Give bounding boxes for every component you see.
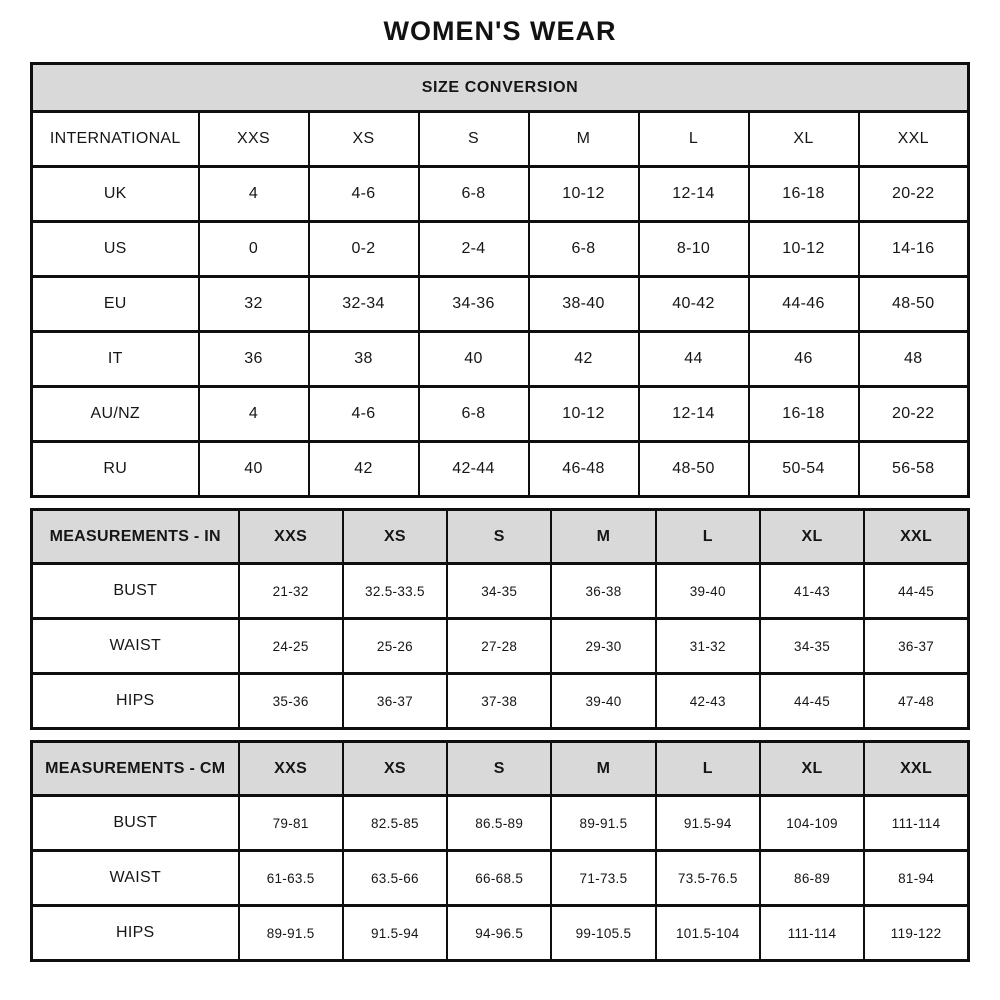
measurements-in-cell: 36-38 <box>551 564 655 619</box>
measurements-in-row-label: HIPS <box>32 674 239 729</box>
measurements-in-cell: 35-36 <box>239 674 343 729</box>
measurements-cm-row-label: WAIST <box>32 851 239 906</box>
size-conversion-cell: 40-42 <box>639 277 749 332</box>
size-conversion-cell: 48 <box>859 332 969 387</box>
measurements-in-column-header: XL <box>760 510 864 564</box>
measurements-in-column-header: XXS <box>239 510 343 564</box>
measurements-in-cell: 39-40 <box>551 674 655 729</box>
measurements-cm-cell: 86-89 <box>760 851 864 906</box>
size-conversion-table <box>30 62 970 498</box>
measurements-cm-column-header: XXS <box>239 742 343 796</box>
size-conversion-row-label: RU <box>32 442 199 497</box>
measurements-in-column-header: S <box>447 510 551 564</box>
measurements-cm-cell: 86.5-89 <box>447 796 551 851</box>
measurements-cm-cell: 66-68.5 <box>447 851 551 906</box>
size-conversion-cell: 6-8 <box>419 167 529 222</box>
measurements-cm-row-label: HIPS <box>32 906 239 961</box>
size-conversion-cell: 20-22 <box>859 167 969 222</box>
measurements-cm-cell: 119-122 <box>864 906 968 961</box>
measurements-in-row <box>32 619 969 674</box>
measurements-cm-cell: 104-109 <box>760 796 864 851</box>
measurements-in-cell: 25-26 <box>343 619 447 674</box>
measurements-in-column-header: L <box>656 510 760 564</box>
measurements-cm-column-header: S <box>447 742 551 796</box>
size-conversion-cell: 32 <box>199 277 309 332</box>
size-conversion-row-label: INTERNATIONAL <box>32 112 199 167</box>
measurements-cm-body <box>32 796 969 961</box>
measurements-in-table <box>30 508 970 730</box>
size-conversion-cell: 42 <box>529 332 639 387</box>
size-conversion-row <box>32 387 969 442</box>
measurements-in-header-row <box>32 510 969 564</box>
size-conversion-cell: L <box>639 112 749 167</box>
measurements-cm-row <box>32 796 969 851</box>
size-conversion-cell: 2-4 <box>419 222 529 277</box>
measurements-in-cell: 34-35 <box>447 564 551 619</box>
measurements-cm-cell: 101.5-104 <box>656 906 760 961</box>
size-conversion-cell: 16-18 <box>749 387 859 442</box>
measurements-cm-cell: 89-91.5 <box>239 906 343 961</box>
size-conversion-cell: 42-44 <box>419 442 529 497</box>
measurements-cm-cell: 71-73.5 <box>551 851 655 906</box>
size-conversion-cell: 36 <box>199 332 309 387</box>
size-conversion-cell: XXL <box>859 112 969 167</box>
size-conversion-cell: 44-46 <box>749 277 859 332</box>
size-conversion-row-label: US <box>32 222 199 277</box>
measurements-cm-row <box>32 906 969 961</box>
measurements-in-cell: 36-37 <box>343 674 447 729</box>
measurements-cm-header-label: MEASUREMENTS - CM <box>32 742 239 796</box>
measurements-in-cell: 44-45 <box>864 564 968 619</box>
size-conversion-row-label: EU <box>32 277 199 332</box>
size-conversion-cell: 40 <box>419 332 529 387</box>
measurements-in-row <box>32 674 969 729</box>
size-conversion-row-label: UK <box>32 167 199 222</box>
measurements-in-cell: 41-43 <box>760 564 864 619</box>
size-conversion-cell: 8-10 <box>639 222 749 277</box>
size-conversion-cell: 46-48 <box>529 442 639 497</box>
measurements-cm-cell: 91.5-94 <box>343 906 447 961</box>
size-conversion-cell: 10-12 <box>749 222 859 277</box>
measurements-cm-cell: 81-94 <box>864 851 968 906</box>
size-conversion-header: SIZE CONVERSION <box>32 64 969 112</box>
measurements-cm-cell: 79-81 <box>239 796 343 851</box>
size-conversion-row-label: AU/NZ <box>32 387 199 442</box>
size-conversion-cell: 50-54 <box>749 442 859 497</box>
measurements-in-cell: 31-32 <box>656 619 760 674</box>
measurements-cm-cell: 111-114 <box>760 906 864 961</box>
size-conversion-cell: 32-34 <box>309 277 419 332</box>
size-conversion-cell: 40 <box>199 442 309 497</box>
size-conversion-cell: 20-22 <box>859 387 969 442</box>
measurements-in-cell: 37-38 <box>447 674 551 729</box>
measurements-in-cell: 39-40 <box>656 564 760 619</box>
size-conversion-cell: 12-14 <box>639 387 749 442</box>
size-conversion-cell: 38-40 <box>529 277 639 332</box>
size-conversion-body <box>32 112 969 497</box>
size-conversion-row <box>32 277 969 332</box>
size-conversion-row-label: IT <box>32 332 199 387</box>
measurements-in-cell: 24-25 <box>239 619 343 674</box>
measurements-cm-row <box>32 851 969 906</box>
size-conversion-cell: 14-16 <box>859 222 969 277</box>
size-conversion-cell: 44 <box>639 332 749 387</box>
size-conversion-row <box>32 222 969 277</box>
measurements-in-cell: 21-32 <box>239 564 343 619</box>
measurements-cm-column-header: XL <box>760 742 864 796</box>
measurements-cm-table <box>30 740 970 962</box>
size-conversion-cell: 48-50 <box>859 277 969 332</box>
measurements-in-column-header: XXL <box>864 510 968 564</box>
measurements-cm-cell: 111-114 <box>864 796 968 851</box>
size-conversion-header-row <box>32 64 969 112</box>
measurements-in-cell: 27-28 <box>447 619 551 674</box>
size-conversion-cell: XS <box>309 112 419 167</box>
size-conversion-cell: XL <box>749 112 859 167</box>
measurements-in-cell: 36-37 <box>864 619 968 674</box>
measurements-in-column-header: XS <box>343 510 447 564</box>
size-conversion-cell: 16-18 <box>749 167 859 222</box>
size-conversion-cell: 10-12 <box>529 387 639 442</box>
page-title: WOMEN'S WEAR <box>383 16 617 46</box>
measurements-cm-row-label: BUST <box>32 796 239 851</box>
measurements-cm-cell: 63.5-66 <box>343 851 447 906</box>
measurements-cm-cell: 91.5-94 <box>656 796 760 851</box>
size-conversion-cell: 42 <box>309 442 419 497</box>
size-conversion-cell: 46 <box>749 332 859 387</box>
measurements-cm-cell: 82.5-85 <box>343 796 447 851</box>
size-conversion-cell: 10-12 <box>529 167 639 222</box>
measurements-in-cell: 42-43 <box>656 674 760 729</box>
measurements-cm-cell: 89-91.5 <box>551 796 655 851</box>
size-conversion-cell: 0-2 <box>309 222 419 277</box>
size-conversion-cell: 48-50 <box>639 442 749 497</box>
size-conversion-cell: 4 <box>199 167 309 222</box>
size-conversion-row <box>32 442 969 497</box>
size-conversion-cell: 6-8 <box>419 387 529 442</box>
measurements-in-cell: 44-45 <box>760 674 864 729</box>
measurements-in-row <box>32 564 969 619</box>
size-conversion-cell: 0 <box>199 222 309 277</box>
measurements-in-row-label: WAIST <box>32 619 239 674</box>
measurements-cm-column-header: L <box>656 742 760 796</box>
measurements-cm-cell: 94-96.5 <box>447 906 551 961</box>
size-conversion-cell: 6-8 <box>529 222 639 277</box>
measurements-cm-cell: 99-105.5 <box>551 906 655 961</box>
measurements-in-cell: 32.5-33.5 <box>343 564 447 619</box>
size-conversion-cell: M <box>529 112 639 167</box>
measurements-in-body <box>32 564 969 729</box>
measurements-in-column-header: M <box>551 510 655 564</box>
size-conversion-cell: XXS <box>199 112 309 167</box>
size-conversion-cell: 4-6 <box>309 167 419 222</box>
measurements-cm-column-header: M <box>551 742 655 796</box>
measurements-cm-cell: 61-63.5 <box>239 851 343 906</box>
measurements-in-cell: 47-48 <box>864 674 968 729</box>
measurements-cm-cell: 73.5-76.5 <box>656 851 760 906</box>
size-conversion-cell: 38 <box>309 332 419 387</box>
size-conversion-cell: S <box>419 112 529 167</box>
measurements-in-cell: 34-35 <box>760 619 864 674</box>
size-conversion-row <box>32 112 969 167</box>
size-conversion-row <box>32 167 969 222</box>
size-conversion-cell: 56-58 <box>859 442 969 497</box>
size-conversion-row <box>32 332 969 387</box>
size-conversion-cell: 34-36 <box>419 277 529 332</box>
measurements-in-header-label: MEASUREMENTS - IN <box>32 510 239 564</box>
size-conversion-cell: 4 <box>199 387 309 442</box>
measurements-cm-header-row <box>32 742 969 796</box>
size-conversion-cell: 12-14 <box>639 167 749 222</box>
measurements-in-cell: 29-30 <box>551 619 655 674</box>
measurements-in-row-label: BUST <box>32 564 239 619</box>
measurements-cm-column-header: XXL <box>864 742 968 796</box>
measurements-cm-column-header: XS <box>343 742 447 796</box>
size-conversion-cell: 4-6 <box>309 387 419 442</box>
